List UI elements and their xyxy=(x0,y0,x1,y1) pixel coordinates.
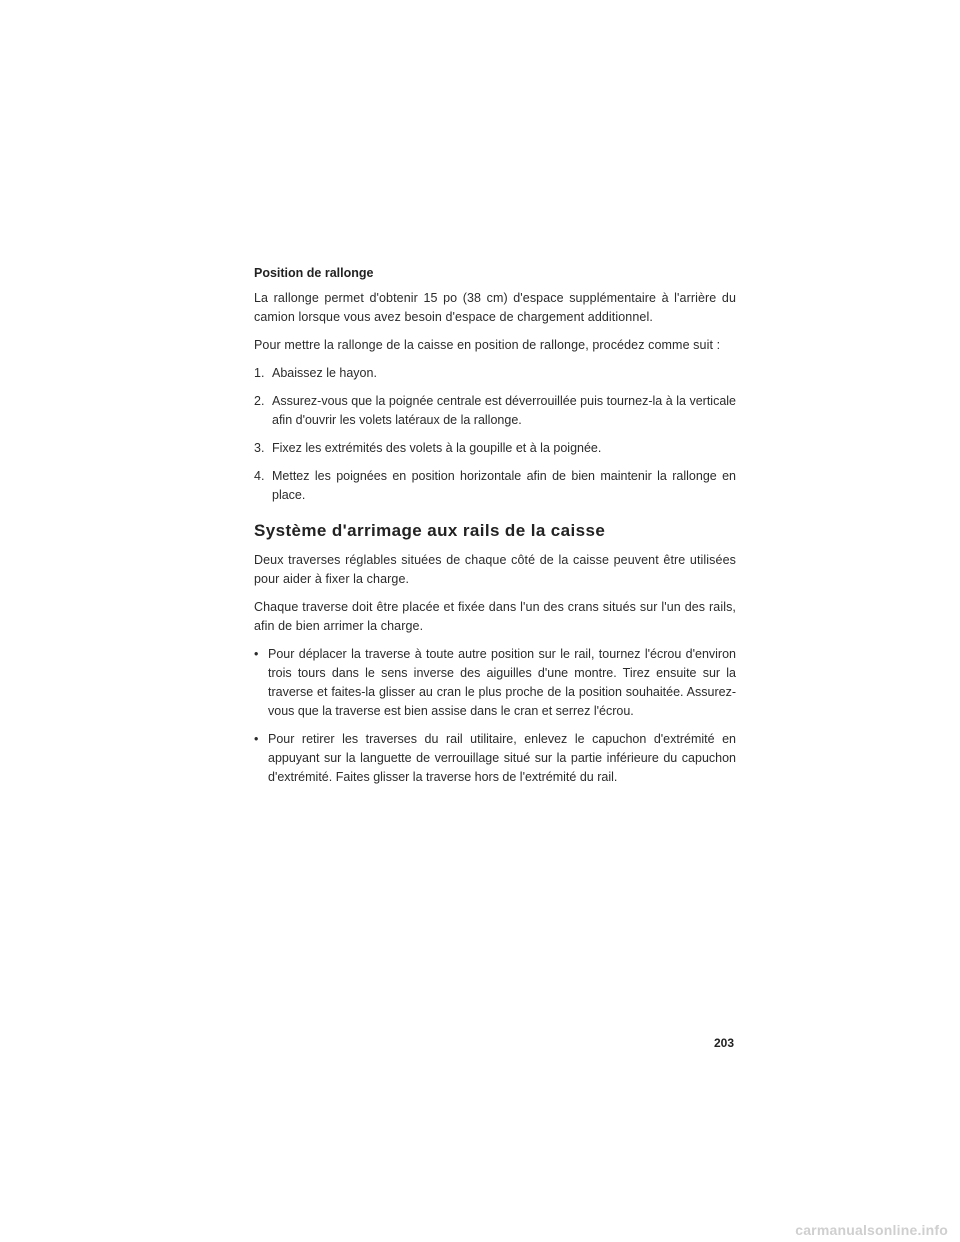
bullet-text: Pour déplacer la traverse à toute autre position sur le rail, tournez l'écrou d'environ trois tours dans le sens inverse des aiguilles d'une montre. Tirez ensuite sur la traverse et faites-la glisser au cran le plus proche de la position souhaitée. Assurez-vous que la traverse est bien assise dans le cran et serrez l'écrou. xyxy=(268,647,736,718)
page-content xyxy=(254,266,736,796)
step-number: 2. xyxy=(254,394,265,408)
step-text: Fixez les extrémités des volets à la goupille et à la poignée. xyxy=(272,441,602,455)
step-text: Mettez les poignées en position horizontale afin de bien maintenir la rallonge en place. xyxy=(272,469,736,502)
section-paragraph: Deux traverses réglables situées de chaque côté de la caisse peuvent être utilisées pour aider à fixer la charge. xyxy=(254,553,736,586)
step-text: Assurez-vous que la poignée centrale est déverrouillée puis tournez-la à la verticale afin d'ouvrir les volets latéraux de la rallonge. xyxy=(272,394,736,427)
section-paragraph: Chaque traverse doit être placée et fixée dans l'un des crans situés sur l'un des rails, afin de bien arrimer la charge. xyxy=(254,600,736,633)
step-number: 3. xyxy=(254,441,265,455)
procedure-paragraph: Pour mettre la rallonge de la caisse en position de rallonge, procédez comme suit : xyxy=(254,338,721,352)
step-item xyxy=(254,392,736,430)
watermark: carmanualsonline.info xyxy=(795,1222,948,1238)
step-item xyxy=(254,467,736,505)
bullet-symbol: • xyxy=(254,732,259,746)
step-item xyxy=(254,439,736,458)
step-item xyxy=(254,364,736,383)
page-number: 203 xyxy=(714,1036,735,1050)
section-title: Système d'arrimage aux rails de la caisse xyxy=(254,521,606,540)
steps-list xyxy=(254,364,736,505)
step-text: Abaissez le hayon. xyxy=(272,366,377,380)
bullet-text: Pour retirer les traverses du rail utilitaire, enlevez le capuchon d'extrémité en appuyant sur la languette de verrouillage situé sur la partie inférieure du capuchon d'extrémité. Faites glisser la traverse hors de l'extrémité du rail. xyxy=(268,732,736,784)
bullet-symbol: • xyxy=(254,647,259,661)
step-number: 4. xyxy=(254,469,265,483)
subheading: Position de rallonge xyxy=(254,266,374,280)
bullet-list xyxy=(254,645,736,787)
bullet-item xyxy=(254,645,736,721)
intro-paragraph: La rallonge permet d'obtenir 15 po (38 cm) d'espace supplémentaire à l'arrière du camion lorsque vous avez besoin d'espace de chargement additionnel. xyxy=(254,291,736,324)
bullet-item xyxy=(254,730,736,787)
step-number: 1. xyxy=(254,366,265,380)
